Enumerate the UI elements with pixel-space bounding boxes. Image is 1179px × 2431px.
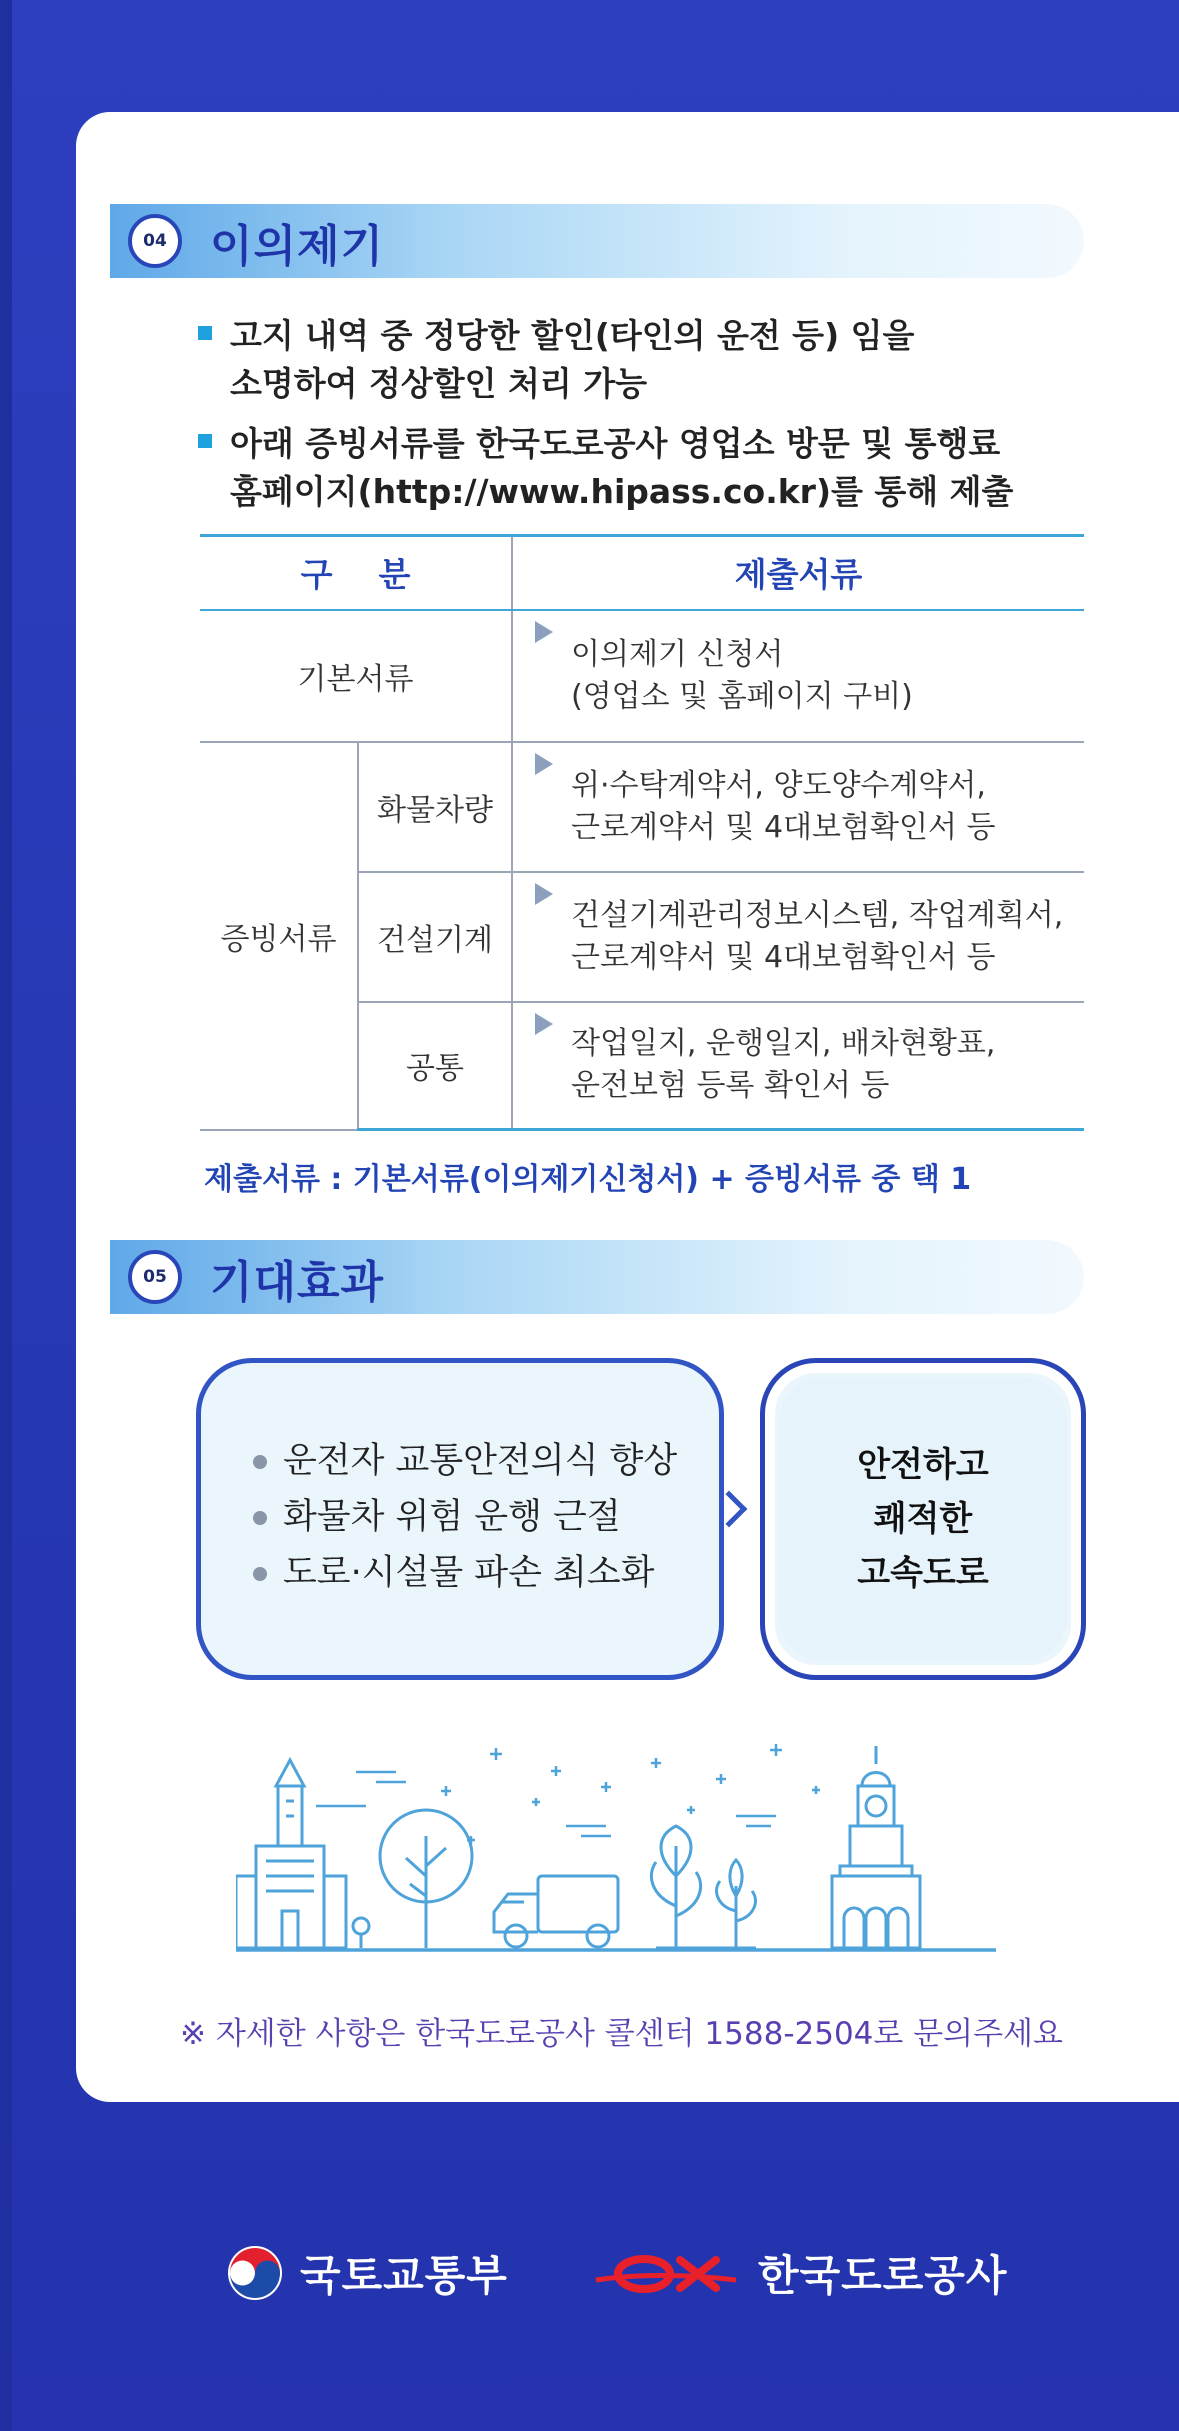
page-edge xyxy=(0,0,12,2431)
result-box xyxy=(760,1358,1086,1680)
section-05-number-badge: 05 xyxy=(128,1250,182,1304)
truck-icon xyxy=(494,1876,618,1947)
bullet-square-icon xyxy=(198,326,212,340)
section-04-number-badge: 04 xyxy=(128,214,182,268)
list-item: 도로·시설물 파손 최소화 xyxy=(253,1545,677,1601)
objection-bullet-1: 고지 내역 중 정당한 할인(타인의 운전 등) 임을 소명하여 정상할인 처리 가능 xyxy=(200,312,914,408)
construction-sub-cell: 건설기계 xyxy=(358,872,512,1002)
molit-name: 국토교통부 xyxy=(300,2251,508,2300)
section-05-title: 기대효과 xyxy=(210,1257,385,1308)
proof-category-cell: 증빙서류 xyxy=(200,742,358,1130)
contact-info: ※ 자세한 사항은 한국도로공사 콜센터 1588-2504로 문의주세요 xyxy=(180,2016,1063,2052)
triangle-bullet-icon xyxy=(535,883,553,905)
truck-sub-cell: 화물차량 xyxy=(358,742,512,872)
dot-bullet-icon xyxy=(253,1567,267,1581)
list-item: 화물차 위험 운행 근절 xyxy=(253,1489,677,1545)
taegeuk-icon xyxy=(226,2244,284,2302)
effects-list xyxy=(253,1433,677,1601)
molit-logo xyxy=(226,2243,508,2303)
clock-tower-icon xyxy=(832,1746,920,1948)
table-row-truck xyxy=(200,742,1084,872)
plants-icon xyxy=(651,1826,756,1948)
header-category: 구 분 xyxy=(200,536,512,610)
dot-bullet-icon xyxy=(253,1511,267,1525)
header-documents: 제출서류 xyxy=(512,536,1084,610)
building-icon xyxy=(236,1760,346,1948)
section-04-title: 이의제기 xyxy=(210,221,385,272)
ex-logo xyxy=(592,2243,1007,2303)
table-header-row xyxy=(200,536,1084,610)
dot-bullet-icon xyxy=(253,1455,267,1469)
construction-docs-cell: 건설기계관리정보시스템, 작업계획서, 근로계약서 및 4대보험확인서 등 xyxy=(512,872,1084,1002)
ex-logo-icon xyxy=(592,2244,742,2302)
effects-box xyxy=(196,1358,724,1680)
table-row-basic xyxy=(200,610,1084,742)
basic-category-cell: 기본서류 xyxy=(200,610,512,742)
sparkle-decorations xyxy=(316,1744,820,1844)
tree-icon xyxy=(353,1810,472,1948)
list-item: 운전자 교통안전의식 향상 xyxy=(253,1433,677,1489)
bullet-square-icon xyxy=(198,434,212,448)
truck-docs-cell: 위·수탁계약서, 양도양수계약서, 근로계약서 및 4대보험확인서 등 xyxy=(512,742,1084,872)
city-illustration xyxy=(236,1726,996,1956)
common-sub-cell: 공통 xyxy=(358,1002,512,1130)
footer xyxy=(0,2235,1179,2335)
triangle-bullet-icon xyxy=(535,1013,553,1035)
objection-bullet-2: 아래 증빙서류를 한국도로공사 영업소 방문 및 통행료 홈페이지(http://www.hipass.co.kr)를 통해 제출 xyxy=(200,420,1013,516)
triangle-bullet-icon xyxy=(535,621,553,643)
ex-name: 한국도로공사 xyxy=(758,2251,1008,2300)
result-text: 안전하고 쾌적한 고속도로 xyxy=(779,1377,1067,1661)
triangle-bullet-icon xyxy=(535,753,553,775)
basic-docs-cell: 이의제기 신청서 (영업소 및 홈페이지 구비) xyxy=(512,610,1084,742)
common-docs-cell: 작업일지, 운행일지, 배차현황표, 운전보험 등록 확인서 등 xyxy=(512,1002,1084,1130)
submission-note: 제출서류 : 기본서류(이의제기신청서) + 증빙서류 중 택 1 xyxy=(204,1162,972,1197)
required-documents-table xyxy=(200,534,1084,1131)
